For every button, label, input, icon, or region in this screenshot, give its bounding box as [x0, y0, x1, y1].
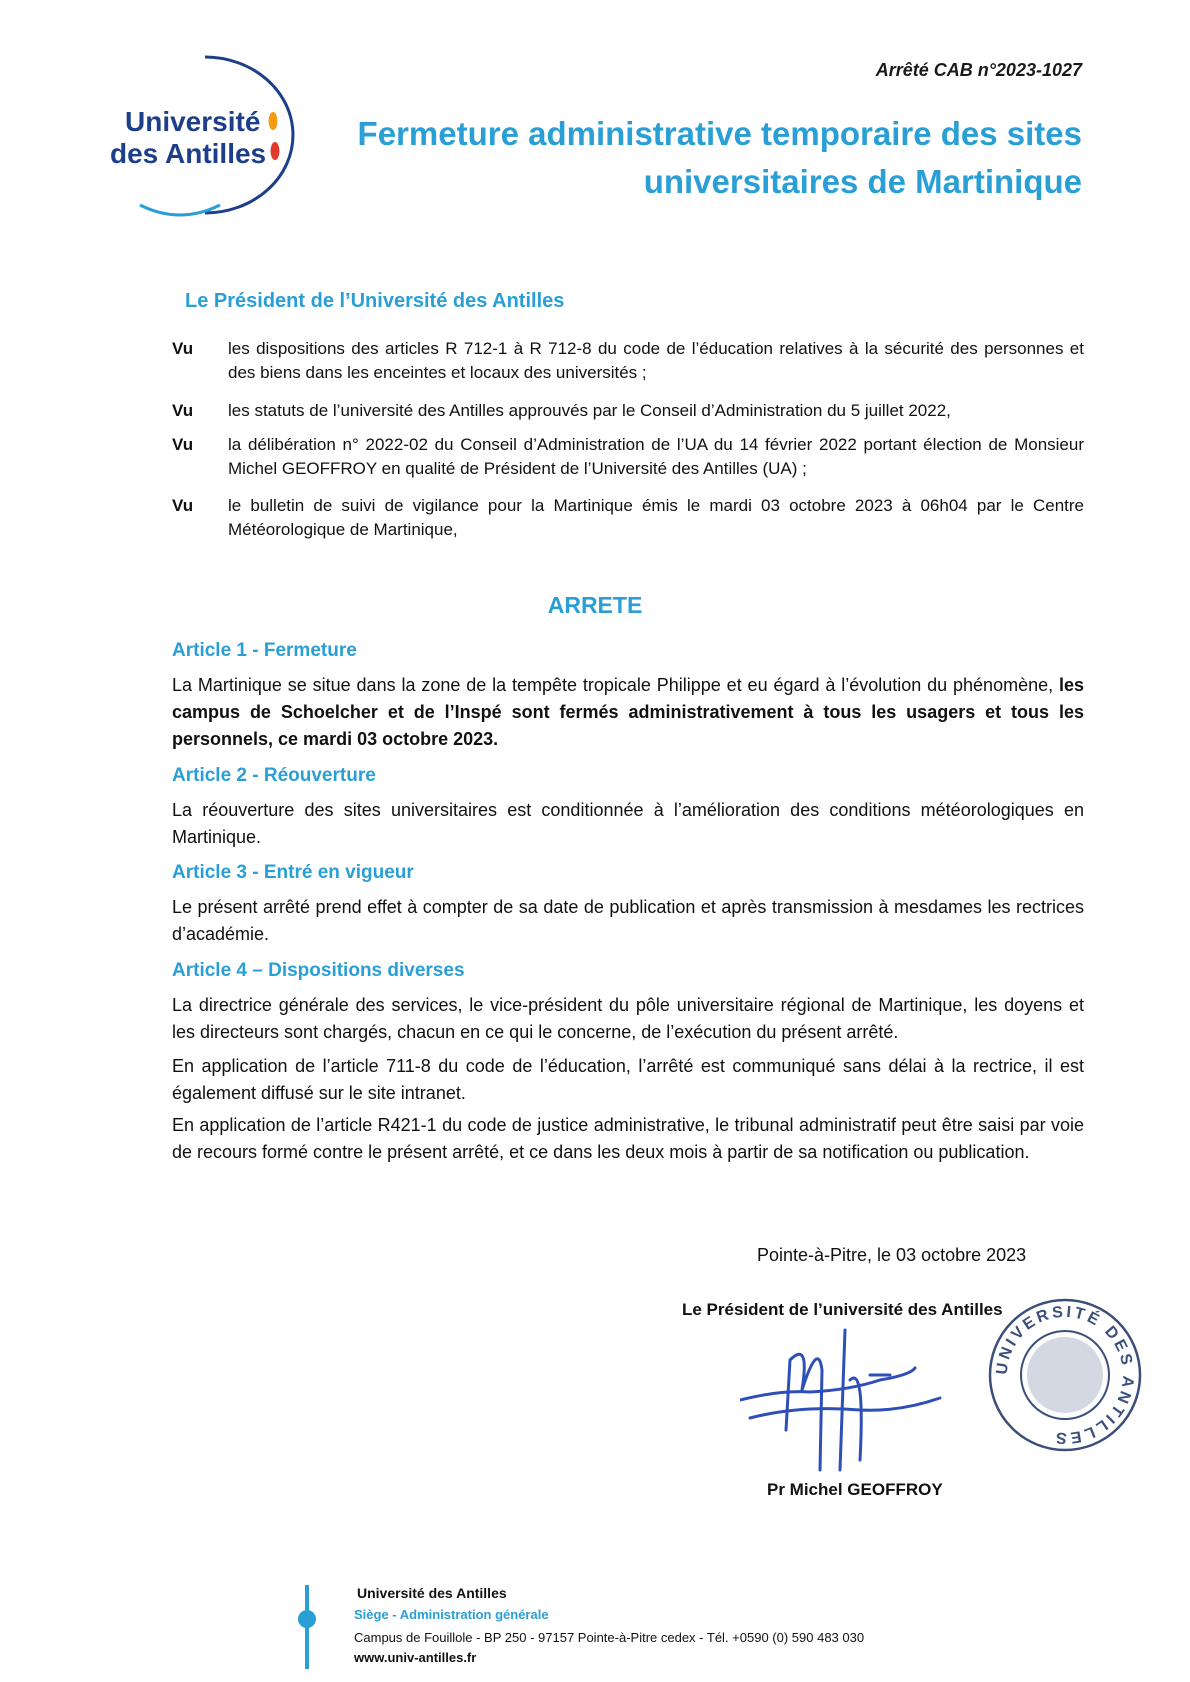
preamble-heading: Le Président de l’Université des Antilles — [185, 290, 565, 312]
vu-label: Vu — [172, 339, 194, 358]
seal-emblem — [1027, 1337, 1103, 1413]
article-body: En application de l’article 711-8 du code de l’éducation, l’arrêté est communiqué sans délai à la rectrice, il est également diffusé sur le site intranet. — [172, 1056, 1084, 1103]
article-body: Le présent arrêté prend effet à compter de sa date de publication et après transmission à mesdames les rectrices d’académie. — [172, 897, 1084, 944]
document-title: Fermeture administrative temporaire des sites universitaires de Martinique — [357, 115, 1082, 200]
logo-dot-red — [271, 142, 280, 160]
vu-item — [172, 399, 1084, 423]
signatory-name: Pr Michel GEOFFROY — [767, 1480, 943, 1499]
footer-seat: Siège - Administration générale — [354, 1607, 549, 1622]
handwritten-signature — [740, 1320, 950, 1480]
footer-website-link[interactable]: www.univ-antilles.fr — [354, 1650, 477, 1665]
logo-line-1: Université — [125, 106, 261, 137]
article-title: Article 2 - Réouverture — [172, 765, 376, 786]
vu-text: les statuts de l’université des Antilles approuvés par le Conseil d’Administration du 5 juillet 2022, — [228, 401, 951, 420]
vu-label: Vu — [172, 435, 194, 454]
vu-text: le bulletin de suivi de vigilance pour la Martinique émis le mardi 03 octobre 2023 à 06h04 par le Centre Météorologique de Martinique, — [228, 496, 1084, 539]
university-seal — [985, 1295, 1145, 1455]
logo-dot-orange — [269, 112, 278, 130]
article-body: En application de l’article R421-1 du code de justice administrative, le tribunal administratif peut être saisi par voie de recours formé contre le présent arrêté, et ce dans les deux mois à partir de sa notification ou publication. — [172, 1115, 1084, 1162]
vu-item — [172, 337, 1084, 385]
vu-label: Vu — [172, 401, 194, 420]
footer-organization: Université des Antilles — [357, 1585, 507, 1601]
seal-text: UNIVERSITÉ DES ANTILLES — [993, 1303, 1137, 1447]
university-logo — [110, 55, 310, 225]
article-title: Article 1 - Fermeture — [172, 640, 357, 661]
article-body: La directrice générale des services, le vice-président du pôle universitaire régional de Martinique, les doyens et les directeurs sont chargés, chacun en ce qui le concerne, de l’exécution du présent arrêté. — [172, 995, 1084, 1042]
article-title: Article 3 - Entré en vigueur — [172, 862, 414, 883]
vu-item — [172, 494, 1084, 542]
article-body — [172, 672, 1084, 753]
signatory-title: Le Président de l’université des Antilles — [682, 1300, 1003, 1319]
article-title: Article 4 – Dispositions diverses — [172, 960, 465, 981]
footer-address: Campus de Fouillole - BP 250 - 97157 Pointe-à-Pitre cedex - Tél. +0590 (0) 590 483 030 — [354, 1630, 865, 1645]
place-date: Pointe-à-Pitre, le 03 octobre 2023 — [757, 1245, 1027, 1265]
decision-heading: ARRETE — [547, 592, 643, 618]
article-text: La Martinique se situe dans la zone de la tempête tropicale Philippe et eu égard à l’évolution du phénomène, — [172, 675, 1059, 695]
vu-text: la délibération n° 2022-02 du Conseil d’Administration de l’UA du 14 février 2022 portant élection de Monsieur Michel GEOFFROY en qualité de Président de l’Université des Antilles (UA) ; — [228, 435, 1084, 478]
article-body: La réouverture des sites universitaires est conditionnée à l’amélioration des conditions météorologiques en Martinique. — [172, 800, 1084, 847]
footer-dot — [298, 1610, 316, 1628]
decree-reference: Arrêté CAB n°2023-1027 — [875, 60, 1082, 80]
vu-label: Vu — [172, 496, 194, 515]
logo-line-2: des Antilles — [110, 138, 267, 169]
vu-item — [172, 433, 1084, 481]
vu-text: les dispositions des articles R 712-1 à R 712-8 du code de l’éducation relatives à la sécurité des personnes et des biens dans les enceintes et locaux des universités ; — [228, 339, 1084, 382]
article-text-bold: les campus de Schoelcher et de l’Inspé sont fermés administrativement à tous les usagers et tous les personnels, ce mardi 03 octobre 2023. — [172, 675, 1084, 749]
